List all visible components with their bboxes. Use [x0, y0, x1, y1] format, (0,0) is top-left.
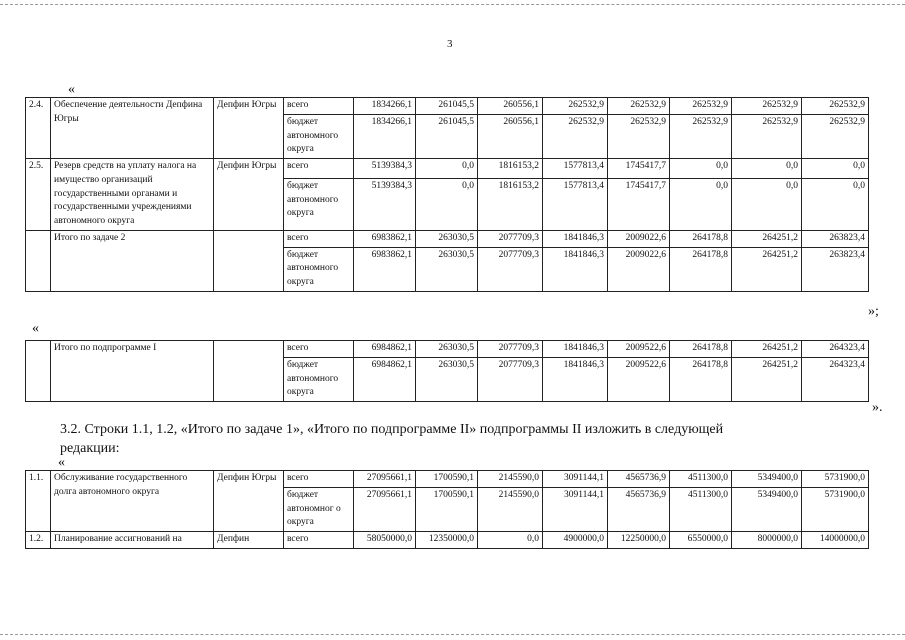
- top-scan-edge: [0, 4, 905, 5]
- row-number: 1.1.: [26, 471, 51, 532]
- amount-cell: 12250000,0: [608, 532, 670, 549]
- amount-cell: 0,0: [732, 159, 802, 179]
- amount-cell: 264178,8: [670, 357, 732, 401]
- amount-cell: 262532,9: [608, 98, 670, 115]
- open-quote-2: «: [32, 321, 39, 336]
- amount-cell: 0,0: [670, 159, 732, 179]
- amount-cell: 263030,5: [416, 341, 478, 358]
- table-row: [26, 98, 869, 115]
- amount-cell: 5731900,0: [802, 487, 869, 531]
- table-tasks-2: [25, 97, 869, 292]
- amount-cell: 6984862,1: [354, 357, 416, 401]
- paragraph-line-1: 3.2. Строки 1.1, 1.2, «Итого по задаче 1», «Итого по подпрограмме II» подпрограммы II изложить в следующей: [60, 422, 724, 437]
- row-name: Обслуживание государственного долга автономного округа: [51, 471, 214, 532]
- amount-cell: 14000000,0: [802, 532, 869, 549]
- amount-cell: 1745417,7: [608, 159, 670, 179]
- table-row: [26, 159, 869, 179]
- close-quote-1: »;: [868, 304, 879, 319]
- row-executor: Депфин: [214, 532, 284, 549]
- amount-cell: 27095661,1: [354, 487, 416, 531]
- amount-cell: 2009522,6: [608, 357, 670, 401]
- amount-cell: 4511300,0: [670, 471, 732, 488]
- amount-cell: 264178,8: [670, 230, 732, 247]
- row-number: 2.4.: [26, 98, 51, 159]
- row-number: [26, 341, 51, 402]
- amount-cell: 6983862,1: [354, 247, 416, 291]
- amount-cell: 0,0: [416, 178, 478, 230]
- amount-cell: 58050000,0: [354, 532, 416, 549]
- amount-cell: 4565736,9: [608, 471, 670, 488]
- amount-cell: 27095661,1: [354, 471, 416, 488]
- amount-cell: 12350000,0: [416, 532, 478, 549]
- row-number: 2.5.: [26, 159, 51, 231]
- amount-cell: 3091144,1: [543, 471, 608, 488]
- row-executor: [214, 230, 284, 291]
- funding-source: всего: [284, 532, 354, 549]
- amount-cell: 262532,9: [608, 114, 670, 158]
- amount-cell: 1841846,3: [543, 341, 608, 358]
- row-number: 1.2.: [26, 532, 51, 549]
- amount-cell: 1841846,3: [543, 247, 608, 291]
- amount-cell: 6984862,1: [354, 341, 416, 358]
- funding-source: бюджет автономного округа: [284, 178, 354, 230]
- row-executor: Депфин Югры: [214, 159, 284, 231]
- bottom-scan-edge: [0, 634, 905, 635]
- amount-cell: 0,0: [416, 159, 478, 179]
- amount-cell: 8000000,0: [732, 532, 802, 549]
- table-row: [26, 471, 869, 488]
- funding-source: всего: [284, 230, 354, 247]
- amount-cell: 1841846,3: [543, 357, 608, 401]
- amount-cell: 2077709,3: [478, 357, 543, 401]
- amount-cell: 0,0: [670, 178, 732, 230]
- amount-cell: 2009522,6: [608, 341, 670, 358]
- funding-source: всего: [284, 471, 354, 488]
- amount-cell: 262532,9: [732, 114, 802, 158]
- table-subprogram-2: [25, 470, 869, 549]
- amount-cell: 2145590,0: [478, 471, 543, 488]
- amount-cell: 1834266,1: [354, 114, 416, 158]
- open-quote-3: «: [58, 455, 65, 470]
- table-row: [26, 341, 869, 358]
- amount-cell: 6983862,1: [354, 230, 416, 247]
- amount-cell: 263823,4: [802, 230, 869, 247]
- amount-cell: 262532,9: [670, 98, 732, 115]
- amount-cell: 0,0: [802, 178, 869, 230]
- amount-cell: 1841846,3: [543, 230, 608, 247]
- page-number: 3: [447, 38, 453, 50]
- amount-cell: 264251,2: [732, 341, 802, 358]
- amount-cell: 2077709,3: [478, 247, 543, 291]
- amount-cell: 1816153,2: [478, 178, 543, 230]
- amount-cell: 264323,4: [802, 341, 869, 358]
- funding-source: бюджет автономного округа: [284, 357, 354, 401]
- funding-source: бюджет автономного округа: [284, 247, 354, 291]
- amount-cell: 0,0: [802, 159, 869, 179]
- amount-cell: 264178,8: [670, 341, 732, 358]
- funding-source: всего: [284, 341, 354, 358]
- amount-cell: 264251,2: [732, 357, 802, 401]
- amount-cell: 2009022,6: [608, 247, 670, 291]
- amount-cell: 1745417,7: [608, 178, 670, 230]
- amount-cell: 1700590,1: [416, 471, 478, 488]
- paragraph-line-2: редакции:: [60, 441, 120, 456]
- row-name: Итого по подпрограмме I: [51, 341, 214, 402]
- amount-cell: 5349400,0: [732, 487, 802, 531]
- row-name: Обеспечение деятельности Депфина Югры: [51, 98, 214, 159]
- amount-cell: 261045,5: [416, 114, 478, 158]
- amount-cell: 2145590,0: [478, 487, 543, 531]
- amount-cell: 1577813,4: [543, 178, 608, 230]
- amount-cell: 262532,9: [670, 114, 732, 158]
- amount-cell: 263030,5: [416, 357, 478, 401]
- amount-cell: 2077709,3: [478, 341, 543, 358]
- amount-cell: 262532,9: [802, 114, 869, 158]
- row-name: Итого по задаче 2: [51, 230, 214, 291]
- close-quote-2: ».: [872, 400, 883, 415]
- amount-cell: 263030,5: [416, 230, 478, 247]
- table-subprogram-1-total: [25, 340, 869, 402]
- amount-cell: 262532,9: [543, 98, 608, 115]
- amount-cell: 262532,9: [802, 98, 869, 115]
- funding-source: всего: [284, 98, 354, 115]
- row-number: [26, 230, 51, 291]
- amount-cell: 260556,1: [478, 114, 543, 158]
- amount-cell: 1577813,4: [543, 159, 608, 179]
- amount-cell: 2009022,6: [608, 230, 670, 247]
- open-quote-1: «: [68, 82, 75, 97]
- amount-cell: 264251,2: [732, 247, 802, 291]
- amount-cell: 5349400,0: [732, 471, 802, 488]
- amount-cell: 2077709,3: [478, 230, 543, 247]
- amount-cell: 5139384,3: [354, 178, 416, 230]
- amount-cell: 263030,5: [416, 247, 478, 291]
- amount-cell: 261045,5: [416, 98, 478, 115]
- amount-cell: 264251,2: [732, 230, 802, 247]
- table-row: [26, 532, 869, 549]
- funding-source: всего: [284, 159, 354, 179]
- amount-cell: 263823,4: [802, 247, 869, 291]
- row-name: Планирование ассигнований на: [51, 532, 214, 549]
- amount-cell: 4565736,9: [608, 487, 670, 531]
- amount-cell: 5139384,3: [354, 159, 416, 179]
- row-name: Резерв средств на уплату налога на имущество организаций государственными органами и государственными учреждениями автономного округа: [51, 159, 214, 231]
- amount-cell: 260556,1: [478, 98, 543, 115]
- table-row: [26, 230, 869, 247]
- row-executor: [214, 341, 284, 402]
- amount-cell: 1834266,1: [354, 98, 416, 115]
- funding-source: бюджет автономного округа: [284, 114, 354, 158]
- amount-cell: 5731900,0: [802, 471, 869, 488]
- amount-cell: 264323,4: [802, 357, 869, 401]
- funding-source: бюджет автономног о округа: [284, 487, 354, 531]
- amount-cell: 6550000,0: [670, 532, 732, 549]
- amount-cell: 0,0: [732, 178, 802, 230]
- amount-cell: 0,0: [478, 532, 543, 549]
- row-executor: Депфин Югры: [214, 471, 284, 532]
- amount-cell: 4900000,0: [543, 532, 608, 549]
- amount-cell: 1700590,1: [416, 487, 478, 531]
- row-executor: Депфин Югры: [214, 98, 284, 159]
- amount-cell: 264178,8: [670, 247, 732, 291]
- amount-cell: 262532,9: [543, 114, 608, 158]
- amount-cell: 262532,9: [732, 98, 802, 115]
- amount-cell: 3091144,1: [543, 487, 608, 531]
- amount-cell: 4511300,0: [670, 487, 732, 531]
- amount-cell: 1816153,2: [478, 159, 543, 179]
